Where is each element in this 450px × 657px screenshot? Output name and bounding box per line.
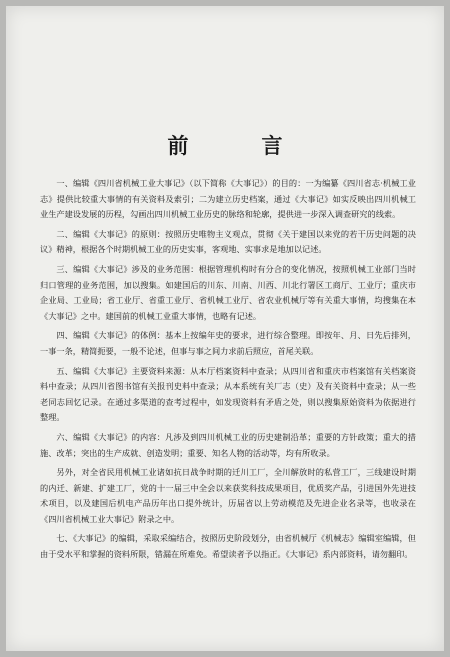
- preface-body: [40, 176, 416, 567]
- paragraph-sources: 五、编辑《大事记》主要资料来源：从本厅档案资料中查录；从四川省和重庆市档案馆有关档案资料中查录；从四川省图书馆有关报刊史料中查录；从本系统有关厂志（史）及有关资料中查录；从一些老同志回忆记录。在通过多渠道的查考过程中，如发现资料有矛盾之处，则以搜集原始资料为依据进行整理。: [40, 365, 416, 423]
- document-page: [6, 6, 444, 651]
- paragraph-principle: 二、编辑《大事记》的原则：按照历史唯物主义观点，贯彻《关于建国以来党的若干历史问题的决议》精神，根据各个时期机械工业的历史实事，客观地、实事求是地加以记述。: [40, 228, 416, 255]
- paragraph-appendix: 另外，对全省民用机械工业诸如抗日战争时期的迁川工厂，全川解放时的私营工厂，三线建设时期的内迁、新建、扩建工厂，党的十一届三中全会以来获奖科技成果项目，优质奖产品，引进国外先进技术项目，以及建国后机电产品历年出口提外统计，历届省以上劳动模范及先进企业名录等，也收录在《四川省机械工业大事记》附录之中。: [40, 467, 416, 524]
- paragraph-editing: 七、《大事记》的编辑，采取采编结合，按照历史阶段划分，由省机械厅《机械志》编辑室编辑，但由于受水平和掌握的资料所限，错漏在所难免。希望读者予以指正。《大事记》系内部资料，请勿翻印。: [40, 533, 416, 560]
- paragraph-scope: 三、编辑《大事记》涉及的业务范围：根据管理机构时有分合的变化情况，按照机械工业部门当时归口管理的业务范围，加以搜集。如建国后的川东、川南、川西、川北行署区工商厅、工业厅；重庆市企业局、工业局；省工业厅、省重工业厅、省机械工业厅、省农业机械厅等有关重大事情，均搜集在本《大事记》之中。建国前的机械工业重大事情，也略有记述。: [40, 263, 416, 321]
- paragraph-content: 六、编辑《大事记》的内容：凡涉及到四川机械工业的历史建制沿革；重要的方针政策；重大的措施、改革；突出的生产成就、创造发明；重要、知名人物的活动等，均有所收录。: [40, 431, 416, 458]
- page-title: 前 言: [167, 133, 309, 158]
- paragraph-format: 四、编辑《大事记》的体例：基本上按编年史的要求，进行综合整理。即按年、月、日先后排列，一事一条，精简扼要，一般不论述，但事与事之间力求前后照应，首尾关联。: [40, 330, 416, 356]
- paragraph-purpose: 一、编辑《四川省机械工业大事记》（以下简称《大事记》）的目的：一为编纂《四川省志·机械工业志》提供比较重大事情的有关资料及索引；二为建立历史档案，通过《大事记》如实反映出四川机械工业生产建设发展的历程，勾画出四川机械工业历史的脉络和轮廓，提供进一步深入调查研究的线索。: [40, 178, 416, 220]
